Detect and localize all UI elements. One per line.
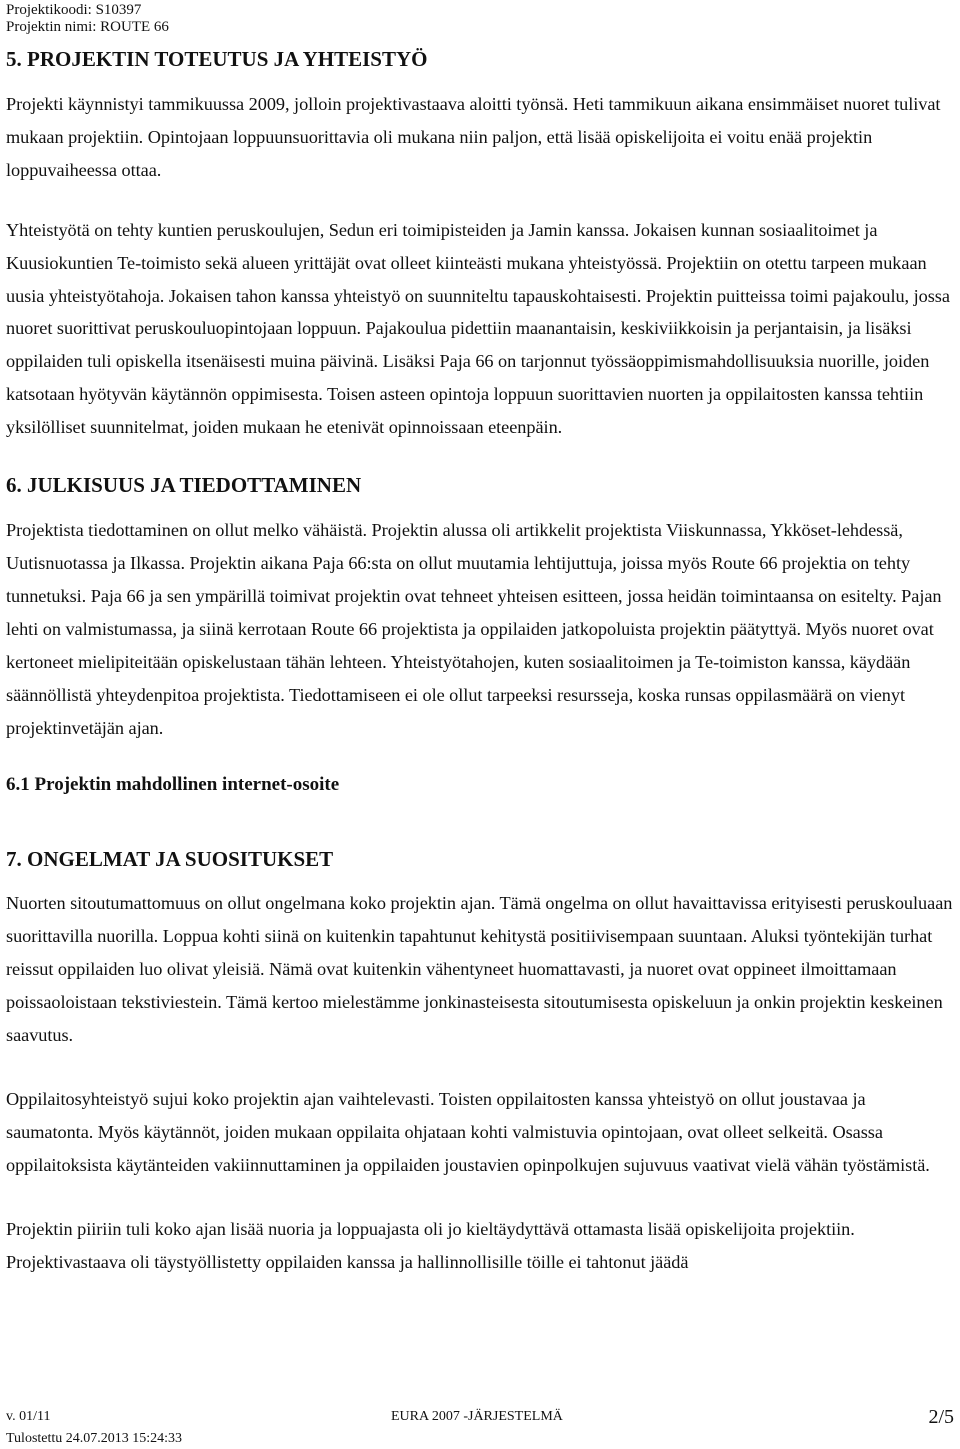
project-name: Projektin nimi: ROUTE 66 (6, 19, 169, 35)
section-5-paragraph-1: Projekti käynnistyi tammikuussa 2009, jolloin projektivastaava aloitti työnsä. Heti tammikuun aikana ensimmäiset nuoret tulivat mukaan projektiin. Opintojaan loppuunsuorittavia oli mukana niin paljon, että lisää opiskelijoita ei voitu enää projektin loppuvaiheessa ottaa. (6, 94, 941, 180)
section-heading-6-1: 6.1 Projektin mahdollinen internet-osoite (6, 774, 340, 796)
page-header (6, 2, 169, 36)
section-7-paragraph-3: Projektin piiriin tuli koko ajan lisää nuoria ja loppuajasta oli jo kieltäydyttävä ottamasta lisää opiskelijoita projektiin. Projektivastaava oli täystyöllistetty oppilaiden kanssa ja hallinnollisille töille ei tahtonut jäädä (6, 1218, 855, 1272)
footer-version: v. 01/11 (6, 1409, 51, 1424)
section-heading-6: 6. JULKISUUS JA TIEDOTTAMINEN (6, 473, 362, 498)
print-timestamp: Tulostettu 24.07.2013 15:24:33 (6, 1431, 183, 1446)
section-7-paragraph-2: Oppilaitosyhteistyö sujui koko projektin ajan vaihtelevasti. Toisten oppilaitosten kanssa yhteistyö on ollut joustavaa ja saumatonta. Myös käytännöt, joiden mukaan oppilaita ohjataan kohti valmistuvia opintojaan, ovat olleet selkeitä. Osassa oppilaitoksista käytänteiden vakiinnuttaminen ja oppilaiden joustavien opinpolkujen sujuvuus vaativat vielä vähän työstämistä. (6, 1088, 930, 1175)
document-body (6, 44, 956, 1278)
page-footer (0, 1406, 960, 1449)
section-6-paragraph-1: Projektista tiedottaminen on ollut melko vähäistä. Projektin alussa oli artikkelit projektista Viiskunnassa, Ykköset-lehdessä, Uutisnuotassa ja Ilkassa. Projektin aikana Paja 66:sta on ollut muutamia lehtijuttuja, joissa myös Route 66 projektia on tehty tunnetuksi. Paja 66 ja sen ympärillä toimivat projektin ovat tehneet yhteisen esitteen, jossa heidän toimintaansa on esitelty. Pajan lehti on valmistumassa, ja siinä kerrotaan Route 66 projektista ja oppilaiden jatkopoluista projektin päätyttyä. Myös nuoret ovat kertoneet mielipiteitään opiskelustaan tähän lehteen. Yhteistyötahojen, kuten sosiaalitoimen ja Te-toimiston kanssa, käydään säännöllistä yhteydenpitoa projektista. Tiedottamiseen ei ole ollut tarpeeksi resursseja, koska runsas oppilasmäärä on vienyt projektinvetäjän ajan. (6, 520, 942, 738)
project-code: Projektikoodi: S10397 (6, 2, 142, 18)
page-number: 2/5 (928, 1406, 954, 1428)
section-5-paragraph-2: Yhteistyötä on tehty kuntien peruskoulujen, Sedun eri toimipisteiden ja Jamin kanssa. Jokaisen kunnan sosiaalitoimet ja Kuusiokuntien Te-toimisto sekä alueen yrittäjät ovat olleet kiinteästi mukana yhteistyössä. Projektiin on otettu tarpeen mukaan uusia yhteistyötahoja. Jokaisen tahon kanssa yhteistyö on suunniteltu tapauskohtaisesti. Projektin puitteissa toimi pajakoulu, jossa nuoret suorittivat peruskouluopintojaan loppuun. Pajakoulua pidettiin maanantaisin, keskiviikkoisin ja perjantaisin, ja lisäksi oppilaiden tuli opiskella itsenäisesti muina päivinä. Lisäksi Paja 66 on tarjonnut työssäoppimismahdollisuuksia nuorille, joiden katsotaan hyötyvän käytännön oppimisesta. Toisen asteen opintoja loppuun suorittavien nuorten ja oppilaitosten kanssa tehtiin yksilölliset suunnitelmat, joiden mukaan he etenivät opinnoissaan eteenpäin. (6, 219, 950, 438)
section-heading-5: 5. PROJEKTIN TOTEUTUS JA YHTEISTYÖ (6, 47, 428, 71)
footer-system-name: EURA 2007 -JÄRJESTELMÄ (391, 1409, 563, 1424)
section-heading-7: 7. ONGELMAT JA SUOSITUKSET (6, 847, 334, 872)
section-7-paragraph-1: Nuorten sitoutumattomuus on ollut ongelmana koko projektin ajan. Tämä ongelma on ollut havaittavissa erityisesti peruskouluaan suorittavilla nuorilla. Loppua kohti siinä on kuitenkin tapahtunut kehitystä positiivisempaan suuntaan. Aluksi työntekijän turhat reissut oppilaiden luo olivat yleisiä. Nämä ovat kuitenkin vähentyneet huomattavasti, ja nuoret ovat oppineet ilmoittamaan poissaoloistaan tekstiviestein. Tämä kertoo mielestämme jonkinasteisesta sitoutumisesta opiskeluun ja onkin projektin keskeinen saavutus. (6, 893, 953, 1046)
